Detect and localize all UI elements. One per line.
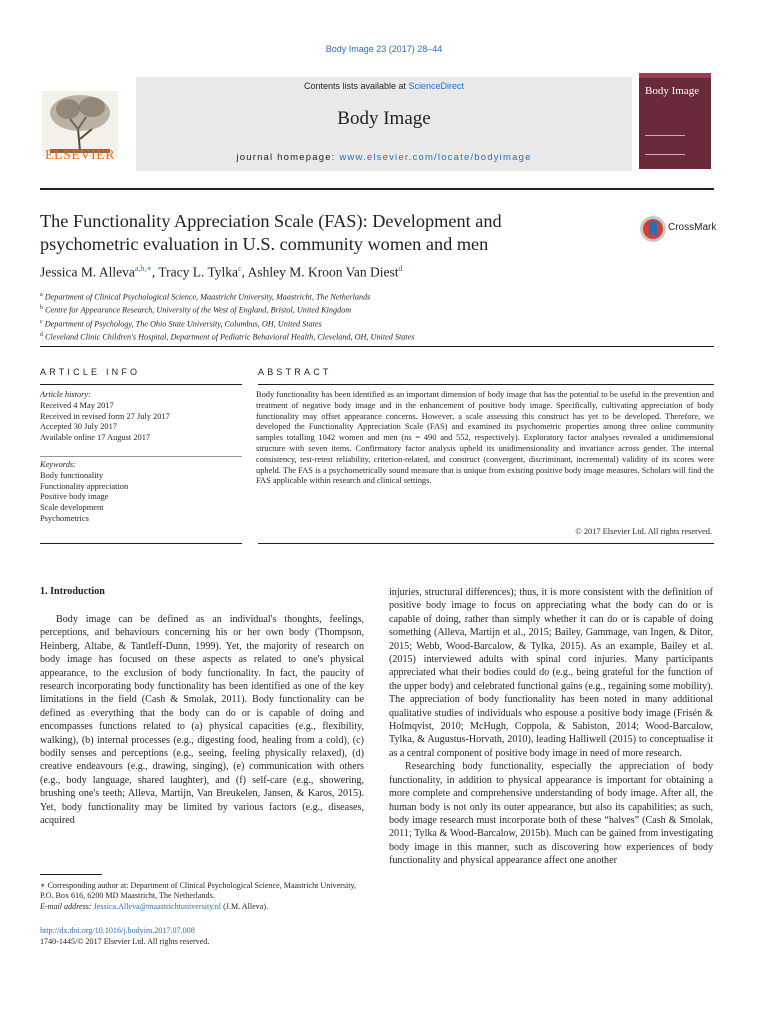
homepage-prefix: journal homepage: (236, 152, 340, 163)
journal-cover-thumbnail[interactable] (639, 73, 711, 169)
introduction-heading: 1. Introduction (40, 586, 105, 597)
affiliation-mark: b (40, 305, 43, 312)
article-info-rule (40, 384, 242, 385)
affiliation-text: Cleveland Clinic Children's Hospital, Department of Pediatric Behavioral Health, Cleveland, OH, United States (45, 332, 415, 342)
article-history (40, 390, 242, 444)
paragraph: Body image can be defined as an individual's thoughts, feelings, perceptions, and behaviours concerning his or her own body (Thompson, Heinberg, Altabe, & Tantleff-Dunn, 1999). Yet, the majority of research on body image has focused on these aspects as related to one's physical appearance, to the exclusion of body functionality. In fact, the paucity of research incorporating body functionality has been identified as one of the key limitations in the field (Cash & Smolak, 2011). Body functionality can be defined as everything that the body can do or is capable of doing and encompasses functions related to (a) physical capacities (e.g., flexibility, walking), (b) internal processes (e.g., digesting food, healing from a cold), (c) bodily senses and perceptions (e.g., seeing, feeling physically relaxed), (d) creative endeavours (e.g., drawing, singing), (e) communication with others (e.g., body language, shared laughter), and (f) self-care (e.g., showering, brushing one's teeth; Alleva, Martijn, Van Breukelen, Jansen, & Karos, 2015). Yet, body functionality may be limited by various factors (e.g., diseases, acquired (40, 614, 364, 827)
email-label: E-mail address: (40, 901, 94, 911)
paragraph: injuries, structural differences); thus, it is more consistent with the definition of positive body image to focus on appreciating what the body can do or is capable of doing, rather than simply whether it can do or is capable of doing something (Alleva, Martijn et al., 2015; Bailey, Gammage, van Ingen, & Ditor, 2015; Webb, Wood-Barcalow, & Tylka, 2015). As an example, Bailey et al. (2015) interviewed adults with spinal cord injuries. Many participants appreciated what their bodies could do (e.g., being grateful for the function of the upper body) and celebrated functional gains (e.g., regaining some mobility). The appreciation of body functionality has been noted in many additional qualitative studies of individuals who espouse a positive body image (Frisén & Holmqvist, 2010; McHugh, Coppola, & Sabiston, 2014; Wood-Barcalow, Tylka, & Augustus-Horvath, 2010), leading Halliwell (2015) to conceptualise it as a central component of positive body image in need of more research. (389, 587, 713, 759)
homepage-link[interactable]: www.elsevier.com/locate/bodyimage (339, 152, 532, 163)
keyword: Scale development (40, 503, 104, 513)
affiliation-text: Department of Clinical Psychological Science, Maastricht University, Maastricht, The Netherlands (44, 292, 371, 302)
affiliation (40, 290, 660, 303)
history-item: Received 4 May 2017 (40, 400, 114, 410)
keywords (40, 460, 242, 525)
abstract-bottom-rule (258, 543, 714, 544)
keywords-rule (40, 456, 242, 457)
homepage-line (136, 152, 632, 163)
elsevier-wordmark: ELSEVIER (44, 148, 116, 163)
author-separator: , (241, 264, 248, 280)
journal-reference[interactable]: Body Image 23 (2017) 28–44 (325, 44, 443, 54)
author-name: Jessica M. Alleva (40, 264, 135, 280)
history-item: Received in revised form 27 July 2017 (40, 411, 170, 421)
keyword: Body functionality (40, 470, 104, 480)
keywords-label: Keywords: (40, 460, 76, 469)
crossmark-label[interactable]: CrossMark (668, 222, 717, 233)
author-name: Tracy L. Tylka (158, 264, 239, 280)
author-list (40, 264, 660, 281)
affiliation-text: Department of Psychology, The Ohio State University, Columbus, OH, United States (44, 319, 322, 329)
abstract-heading: ABSTRACT (258, 367, 332, 377)
cover-band (639, 73, 711, 78)
author-marks[interactable]: d (398, 264, 403, 273)
author-separator: , (151, 264, 159, 280)
keyword: Functionality appreciation (40, 481, 129, 491)
author-marks[interactable]: a,b,∗ (134, 264, 152, 273)
article-title: The Functionality Appreciation Scale (FAS): Development and psychometric evaluation in U.S. community women and men (40, 211, 502, 254)
sciencedirect-link[interactable]: ScienceDirect (408, 81, 465, 91)
author-name: Ashley M. Kroon Van Diest (247, 264, 399, 280)
header-divider (40, 188, 714, 190)
affiliation-list (40, 290, 660, 343)
history-item: Available online 17 August 2017 (40, 433, 151, 443)
email-link[interactable]: Jessica.Alleva@maastrichtuniversity.nl (93, 901, 222, 911)
doi-link[interactable]: http://dx.doi.org/10.1016/j.bodyim.2017.07.008 (40, 926, 195, 935)
affiliation (40, 317, 660, 330)
cover-decoration (645, 135, 685, 155)
contents-prefix: Contents lists available at (303, 81, 409, 91)
affiliation-text: Centre for Appearance Research, University of the West of England, Bristol, United Kingdom (45, 306, 352, 316)
paragraph: Researching body functionality, especially the appreciation of body functionality, in addition to physical appearance is important for obtaining a more complete and comprehensive understanding of body image. After all, the human body is not only its outer appearance, but also its capabilities; as such, body image research must incorporate both of these “halves” (Cash & Smolak, 2011; Tylka & Wood-Barcalow, 2015b). Much can be gained from investigating body image in this manner, such as discovering how experiences of body functionality and physical appearance affect one another (389, 761, 713, 867)
keyword: Positive body image (40, 492, 109, 502)
contents-line (136, 81, 632, 91)
footnote-rule (40, 874, 102, 875)
email-line (40, 902, 368, 912)
history-label: Article history: (40, 390, 91, 399)
corresponding-author: ∗ Corresponding author at: Department of Clinical Psychological Science, Maastricht University, P.O. Box 616, 6200 MD Maastricht, The Netherlands. (40, 881, 357, 901)
email-suffix: (J.M. Alleva). (221, 901, 269, 911)
affiliation (40, 303, 660, 316)
corresponding-author-footnote (40, 881, 368, 912)
article-info-heading: ARTICLE INFO (40, 367, 141, 377)
journal-title: Body Image (337, 108, 431, 129)
history-item: Accepted 30 July 2017 (40, 422, 117, 432)
affiliation (40, 330, 660, 343)
body-column-left (40, 613, 364, 828)
affiliation-mark: c (40, 318, 43, 325)
article-info-bottom-rule (40, 543, 242, 544)
body-column-right (389, 586, 713, 868)
affiliation-mark: a (40, 292, 43, 298)
keyword: Psychometrics (40, 513, 89, 523)
info-divider (40, 346, 714, 347)
abstract-copyright: © 2017 Elsevier Ltd. All rights reserved. (575, 527, 712, 536)
issn-line: 1740-1445/© 2017 Elsevier Ltd. All rights reserved. (40, 937, 210, 946)
author-marks[interactable]: c (238, 264, 242, 273)
abstract-rule (258, 384, 714, 385)
cover-title: Body Image (645, 85, 700, 97)
abstract-text: Body functionality has been identified as an important dimension of body image that has the potential to be useful in the prevention and treatment of negative body image and in the enhancement of positive body image. Specifically, cultivating appreciation of body functionality may offset appearance concerns. However, a scale assessing this construct has yet to be developed. Therefore, we developed the Functionality Appreciation Scale (FAS) and examined its psychometric properties among three online community samples totalling 1042 women and men (ns = 490 and 552, respectively). Exploratory factor analyses revealed a unidimensional structure with seven items. Confirmatory factor analysis upheld its unidimensionality and invariance across gender. The internal consistency, test-retest reliability, criterion-related, and construct (convergent, discriminant, incremental) validity of its scores were upheld. The FAS is a psychometrically sound measure that is unique from existing positive body image measures. Scholars will find the FAS applicable within research and clinical settings. (256, 390, 714, 486)
affiliation-mark: d (40, 331, 43, 338)
